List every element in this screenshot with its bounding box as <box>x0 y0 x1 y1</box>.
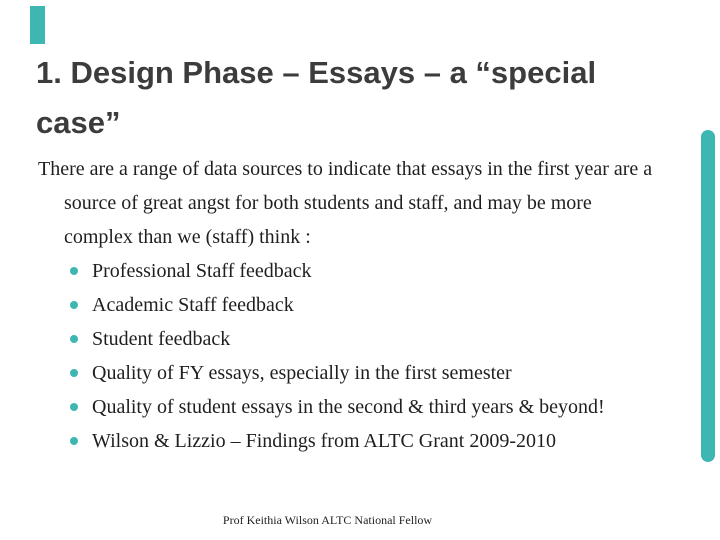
bullet-item <box>64 322 656 356</box>
accent-bar-top-left <box>30 6 45 44</box>
bullet-text: Student feedback <box>92 328 231 350</box>
bullet-item <box>64 356 656 390</box>
bullet-icon <box>70 369 78 377</box>
bullet-icon <box>70 403 78 411</box>
intro-paragraph: There are a range of data sources to indicate that essays in the first year are a source of great angst for both students and staff, and may be more complex than we (staff) think : <box>38 158 653 248</box>
bullet-item <box>64 288 656 322</box>
bullet-icon <box>70 267 78 275</box>
slide-footer: Prof Keithia Wilson ALTC National Fellow <box>222 513 433 527</box>
bullet-icon <box>70 437 78 445</box>
bullet-text: Wilson & Lizzio – Findings from ALTC Grant 2009-2010 <box>92 430 556 452</box>
bullet-item <box>64 254 656 288</box>
bullet-icon <box>70 301 78 309</box>
bullet-item <box>64 424 656 458</box>
bullet-list <box>38 254 656 458</box>
bullet-item <box>64 390 656 424</box>
bullet-text: Quality of FY essays, especially in the first semester <box>92 362 512 384</box>
bullet-text: Academic Staff feedback <box>92 294 294 316</box>
accent-bar-right <box>701 130 715 462</box>
bullet-text: Quality of student essays in the second & third years & beyond! <box>92 396 605 418</box>
slide-title: 1. Design Phase – Essays – a “special case” <box>36 55 597 140</box>
bullet-icon <box>70 335 78 343</box>
slide-body <box>38 152 656 458</box>
bullet-text: Professional Staff feedback <box>92 260 312 282</box>
